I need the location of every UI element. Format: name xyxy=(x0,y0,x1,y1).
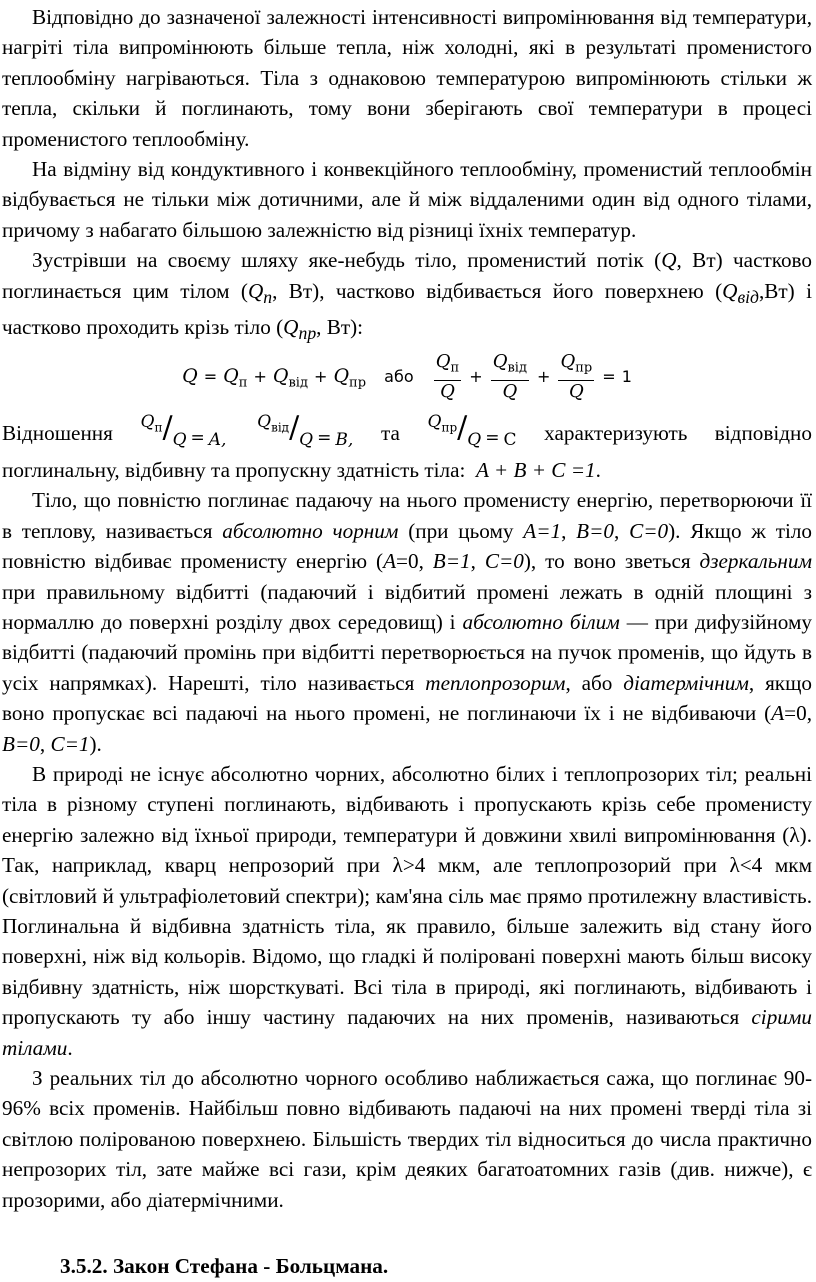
text-run: при правильному відбитті (падаючий і відбитий промені лежать в одній площині з нормаллю до поверхні розділу двох середовищ) і xyxy=(2,579,812,634)
symbol-q-absorbed xyxy=(247,278,273,307)
term-mirror: дзеркальним xyxy=(699,549,812,574)
text-run: — при дифузійному відбитті (падаючий промінь при відбитті перетворюється на пучок променів, що йдуть в усіх напрямках). Нарешті, тіло називається xyxy=(2,609,813,695)
symbol-q: Q xyxy=(661,248,677,273)
text-run: =0, xyxy=(396,549,433,574)
formula-or: або xyxy=(384,366,414,386)
ratio-denominator: Q xyxy=(172,430,187,451)
symbol-subscript: від xyxy=(737,286,759,307)
fraction-denominator: Q xyxy=(440,380,455,402)
math-run: B=1 xyxy=(432,549,471,574)
ratio-slash: / xyxy=(162,410,173,446)
term-diathermic: діатермічним xyxy=(623,670,749,695)
paragraph-capacities xyxy=(2,455,812,485)
text-run: , Вт) частково поглинається цим тілом ( xyxy=(2,248,813,303)
math-run: C=1 xyxy=(50,731,90,756)
formula-sub: від xyxy=(288,375,308,391)
formula-q: Q xyxy=(272,364,289,387)
text-run: ). Якщо ж тіло повністю відбиває променисту енергію ( xyxy=(2,518,813,574)
text-run: В природі не існує абсолютно чорних, абсолютно білих і теплопрозорих тіл; реальні тіла в різному ступені поглинають, відбивають і пропускають крізь себе променисту енергію залежно від їхньої природи, температури й довжини хвилі випромінювання (λ). Так, наприклад, кварц непрозорий при λ>4 мкм, але теплопрозорий при λ<4 мкм (світловий й ультрафіолетовий спектри); кам'яна сіль має прямо протилежну властивість. Поглинальна й відбивна здатність тіла, як правило, більше залежить від стану його поверхні, ніж від кольорів. Відомо, що гладкі й поліровані поверхні мають більш високу відбивну здатність, ніж шорсткуваті. Всі тіла в природі, які поглинають, відбивають і пропускають ту або іншу частину падаючих на них променів, називаються xyxy=(2,762,812,1030)
ratios-and: та xyxy=(380,420,400,445)
symbol-q-reflected xyxy=(722,278,759,307)
fraction-absorbed xyxy=(434,351,461,403)
ratio-q: Q xyxy=(140,412,155,433)
term-grey-bodies: сірими тілами xyxy=(2,1005,812,1060)
paragraph-real-bodies xyxy=(2,759,812,1063)
text-run: , Вт): xyxy=(316,315,364,340)
formula-sub: від xyxy=(507,360,527,376)
math-run: B=0 xyxy=(576,518,614,543)
ratio-q: Q xyxy=(257,412,272,433)
sum-equation: A + B + C =1 xyxy=(476,457,596,482)
symbol-q-transmitted xyxy=(283,315,317,344)
symbol-subscript: п xyxy=(263,286,273,307)
fraction-denominator: Q xyxy=(568,380,584,402)
ratio-result: A, xyxy=(208,430,227,451)
math-run: B=0 xyxy=(2,731,40,756)
text-run: ,Вт) і частково проходить крізь тіло ( xyxy=(2,278,812,340)
text-run: . xyxy=(67,1035,73,1060)
ratio-slash: / xyxy=(289,410,300,446)
formula-q: Q xyxy=(435,350,451,372)
formula-sub: пр xyxy=(349,375,367,391)
formula-sub: пр xyxy=(575,360,593,376)
fraction-reflected xyxy=(491,351,529,403)
fraction-transmitted xyxy=(558,351,594,403)
formula-plus: + xyxy=(253,366,267,386)
ratio-numerator xyxy=(140,412,163,435)
formula-q: Q xyxy=(560,350,576,372)
ratio-sub: пр xyxy=(441,420,458,435)
ratio-denominator: Q xyxy=(467,430,482,451)
term-white-body: абсолютно білим xyxy=(462,609,620,634)
text-run: , Вт), частково відбивається його поверхнею ( xyxy=(272,278,723,303)
ratio-numerator xyxy=(427,412,458,435)
formula-q: Q xyxy=(223,364,239,387)
text-run: Зустрівши на своєму шляху яке-небудь тіло, променистий потік ( xyxy=(32,248,662,273)
ratio-sub: п xyxy=(154,420,163,435)
paragraph-soot-and-gases: З реальних тіл до абсолютно чорного особливо наближається сажа, що поглинає 90-96% всіх променів. Найбільш повно відбивають падаючі на них промені тверді тіла зі світлою полірованою поверхнею. Більшість твердих тіл відноситься до числа практично непрозорих тіл, зате майже всі гази, крім деяких багатоатомних газів (див. нижче), є прозорими, або діатермічними. xyxy=(2,1066,812,1212)
fraction-numerator xyxy=(558,351,594,381)
text-run: , або xyxy=(565,670,624,695)
ratios-lead: Відношення xyxy=(2,420,113,445)
formula-q: Q xyxy=(182,364,198,387)
ratio-equals: = xyxy=(317,428,332,449)
text-run: , xyxy=(614,518,630,543)
text-run: . xyxy=(595,457,601,482)
ratio-sub: від xyxy=(271,420,290,435)
ratio-q: Q xyxy=(427,412,442,433)
text-run: , xyxy=(470,549,485,574)
ratio-reflectivity xyxy=(257,410,354,453)
text-run: Тіло, що повністю поглинає падаючу на нього променисту енергію, перетворюючи її в теплову, називається xyxy=(2,488,812,543)
formula-equals: = xyxy=(602,366,616,386)
symbol-letter: Q xyxy=(247,278,264,303)
math-run: C=0 xyxy=(484,549,524,574)
ratios-line xyxy=(2,411,812,455)
fraction-numerator xyxy=(434,351,461,381)
ratio-equals: = xyxy=(190,428,205,449)
formula-one: 1 xyxy=(621,366,632,386)
formula-sub: п xyxy=(450,360,460,376)
formula-plus: + xyxy=(314,366,328,386)
text-run: , xyxy=(39,731,51,756)
formula-equals: = xyxy=(203,366,218,386)
paragraph-radiation-intensity: Відповідно до зазначеної залежності інтенсивності випромінювання від температури, нагріті тіла випромінюють більше тепла, ніж холодні, які в результаті променистого теплообміну нагріваються. Тіла з однаковою температурою випромінюють стільки ж тепла, скільки й поглинають, тому вони зберігають свої температури в процесі променистого теплообміну. xyxy=(2,5,812,151)
text-run: , якщо воно пропускає всі падаючі на нього промені, не поглинаючи їх і не відбиваючи ( xyxy=(2,670,813,726)
formula-q: Q xyxy=(333,364,350,387)
ratio-slash: / xyxy=(457,410,468,446)
ratio-absorptivity xyxy=(140,410,227,453)
term-black-body: абсолютно чорним xyxy=(222,518,399,543)
ratio-denominator: Q xyxy=(299,430,314,451)
text-run: (при цьому xyxy=(398,518,524,543)
energy-balance-formula xyxy=(2,351,812,409)
formula-sub: п xyxy=(238,375,248,391)
ratio-numerator xyxy=(257,412,290,435)
text-run: =0, xyxy=(784,701,812,726)
math-run: A xyxy=(383,549,397,574)
ratio-result: C xyxy=(503,430,517,451)
formula-plus: + xyxy=(469,366,483,386)
ratio-equals: = xyxy=(485,428,500,449)
text-run: поглинальну, відбивну та пропускну здатність тіла: xyxy=(2,457,466,482)
text-run: , xyxy=(561,518,577,543)
ratios-tail: характеризують відповідно xyxy=(544,420,812,445)
symbol-subscript: пр xyxy=(298,323,317,344)
symbol-letter: Q xyxy=(283,315,299,340)
text-run: ). xyxy=(89,731,102,756)
math-run: C=0 xyxy=(629,518,669,543)
formula-q: Q xyxy=(492,350,508,372)
term-transparent: теплопрозорим xyxy=(425,670,566,695)
text-run: ), то воно зветься xyxy=(523,549,700,574)
section-heading: 3.5.2. Закон Стефана - Больцмана. xyxy=(60,1254,389,1279)
fraction-denominator: Q xyxy=(502,380,518,402)
formula-plus: + xyxy=(537,366,551,386)
symbol-letter: Q xyxy=(722,278,738,303)
paragraph-body-types xyxy=(2,485,812,759)
paragraph-radiative-vs-conductive: На відміну від кондуктивного і конвекційного теплообміну, променистий теплообмін відбувається не тільки між дотичними, але й між віддаленими один від одного тілами, причому з набагато більшою залежністю від різниці їхніх температур. xyxy=(2,157,812,242)
fraction-numerator xyxy=(491,351,529,381)
math-run: A=1 xyxy=(523,518,562,543)
ratio-result: B, xyxy=(335,430,354,451)
math-run: A xyxy=(771,701,785,726)
paragraph-radiant-flux xyxy=(2,245,812,349)
ratio-transmissivity xyxy=(427,410,517,453)
